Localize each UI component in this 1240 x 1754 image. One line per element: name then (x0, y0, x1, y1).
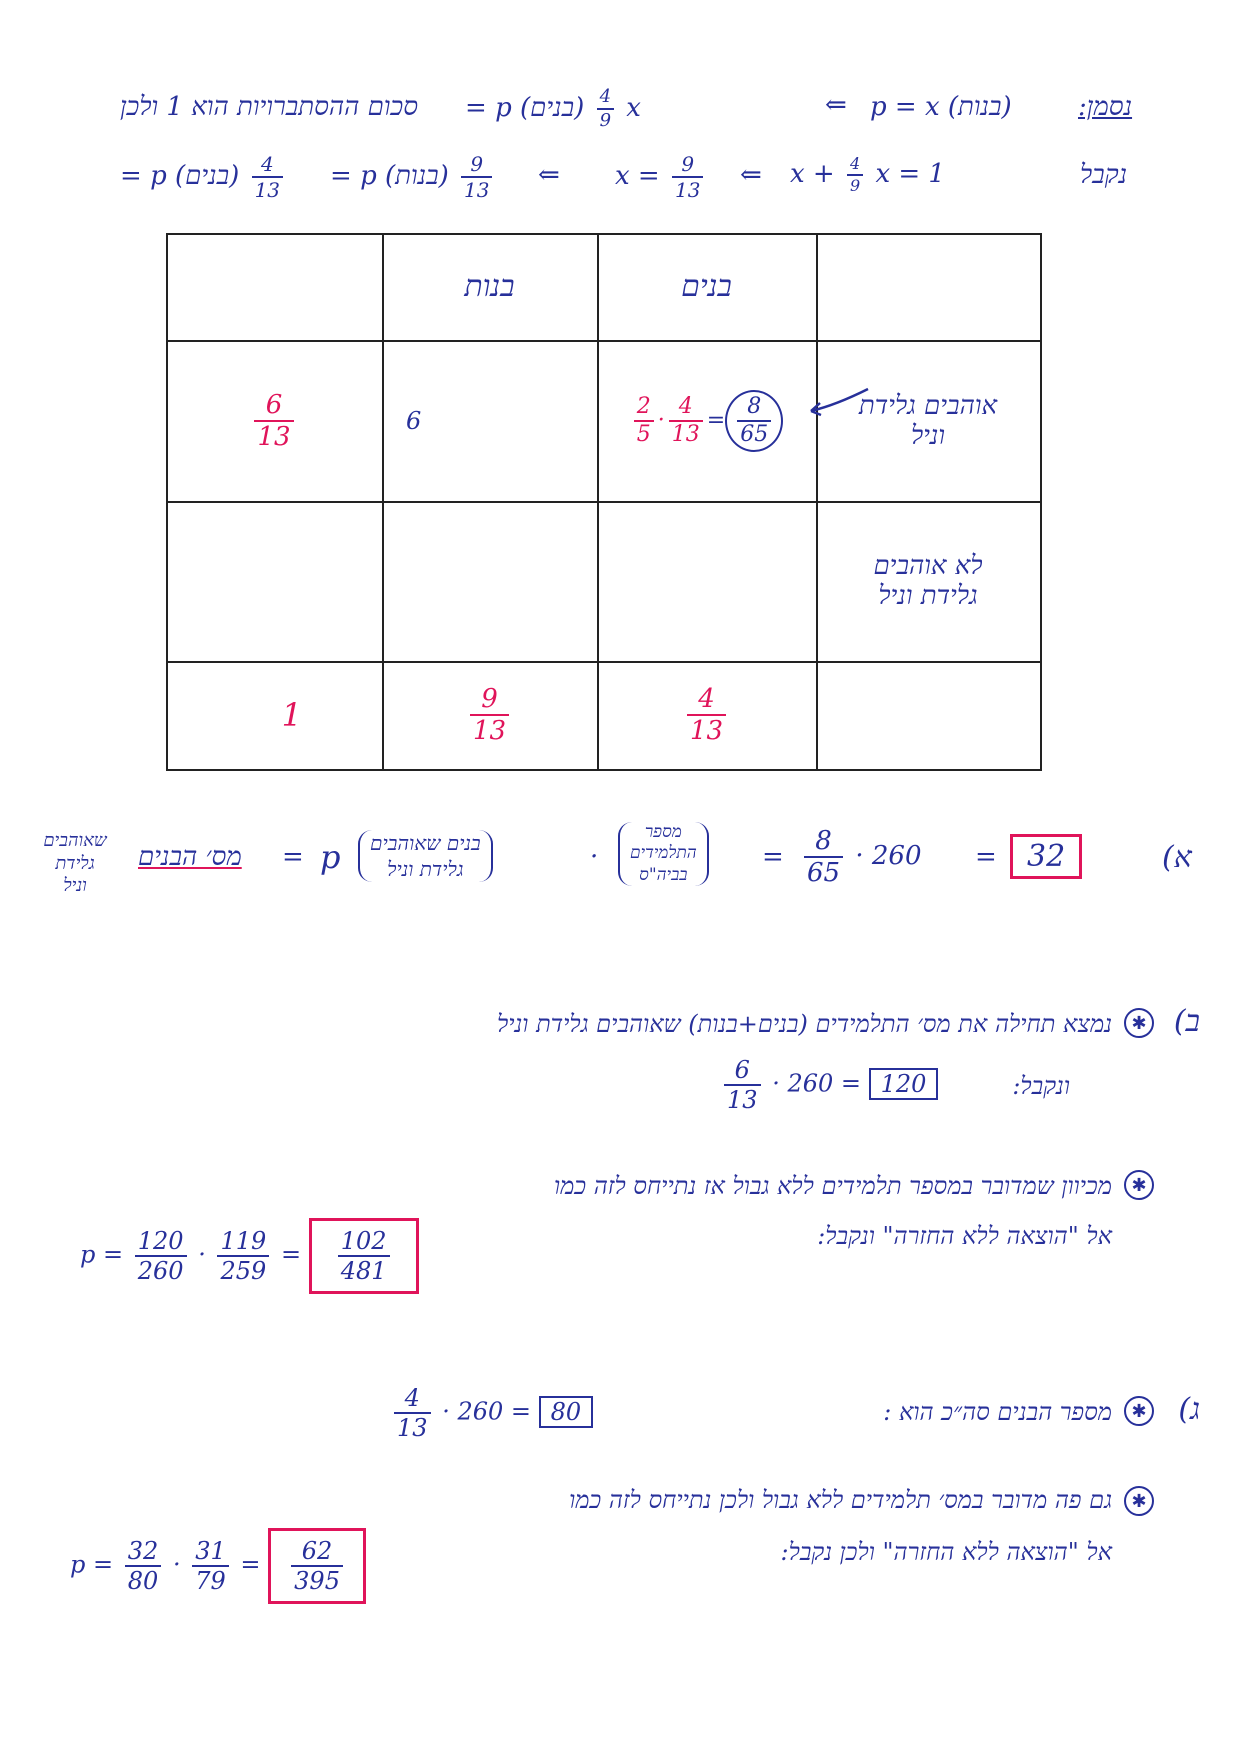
part-a-result-box: 32 (1010, 834, 1082, 879)
row-label-not-like-vanilla: לא אוהבים גלידת וניל (873, 551, 983, 611)
frac-8-65: $\frac{8}{65}$ (737, 396, 771, 446)
part-b-count-box: 120 (869, 1068, 939, 1100)
cell-total-like (166, 340, 382, 501)
frac-4-13-total: $\frac{4}{13}$ (687, 686, 726, 744)
part-a-paren2: מספר התלמידים בביה"ס (618, 822, 709, 886)
frac-4-9-eq: $\frac{4}{9}$ (847, 156, 863, 194)
header-arrow-2: ⇐ (538, 160, 560, 190)
part-b-line3: מכיוון שמדובר במספר תלמידים ללא גבול אז נתייחס לזה כמו (553, 1172, 1112, 1200)
part-a-paren1: בנים שאוהבים גלידת וניל (358, 830, 493, 882)
star-icon: ✱ (1124, 1396, 1154, 1426)
part-c (60, 1370, 1220, 1630)
frac-8-65-a: $\frac{8}{65}$ (804, 828, 843, 886)
frac-9-13-header: $\frac{9}{13}$ (461, 154, 492, 200)
part-b-result-box (309, 1218, 419, 1294)
part-b (60, 1000, 1220, 1340)
cell-girls-like: 6 (406, 406, 422, 435)
header-line-1 (120, 88, 1180, 138)
part-c-calc: $\frac{4}{13}$ · 260 = 80 (390, 1386, 593, 1440)
part-a-eq1: = (282, 842, 304, 872)
header-lead: נקבל (1080, 160, 1128, 190)
frac-9-13-total: $\frac{9}{13}$ (470, 686, 509, 744)
header-frac-4-9: $\frac{4}{9}$ (597, 88, 614, 130)
frac-6-13-b: $\frac{6}{13}$ (724, 1058, 761, 1112)
part-b-line4: אל "הוצאה ללא החזרה" ונקבל: (817, 1222, 1112, 1250)
col-header-girls: בנות (464, 269, 515, 304)
part-a-label: א) (1162, 840, 1192, 875)
equals-sign: = (240, 1550, 261, 1579)
frac-31-79: $\frac{31}{79}$ (192, 1539, 229, 1593)
equals-sign: = (706, 408, 726, 433)
star-icon: ✱ (1124, 1008, 1154, 1038)
header-eq2: x = $\frac{9}{13}$ (615, 154, 707, 200)
header-arrow-3: ⇐ (740, 160, 762, 190)
part-a-eq3: = (975, 842, 997, 872)
col-header-boys: בנים (681, 269, 732, 304)
frac-4-13-header: $\frac{4}{13}$ (252, 154, 283, 200)
frac-9-13-x: $\frac{9}{13}$ (672, 154, 703, 200)
header-eq-mid: (בנים) p = $\frac{4}{9}$ x (465, 86, 641, 131)
result-circle (725, 390, 783, 452)
header-line-2 (120, 150, 1180, 210)
frac-4-13-cell: $\frac{4}{13}$ (669, 396, 703, 446)
frac-120-260: $\frac{120}{260}$ (135, 1229, 187, 1283)
part-c-result-box (268, 1528, 366, 1604)
header-eq-left: (בנות) p = x (870, 92, 1012, 122)
part-b-line1: נמצא תחילה את מס׳ התלמידים (בנים+בנות) שאוהבים גלידת וניל (496, 1010, 1112, 1038)
frac-32-80: $\frac{32}{80}$ (125, 1539, 162, 1593)
grid-line (166, 769, 1042, 771)
star-icon: ✱ (1124, 1486, 1154, 1516)
part-a (20, 820, 1220, 960)
part-c-prob: p = $\frac{32}{80}$ · $\frac{31}{79}$ = $\frac{62}{395}$ (70, 1528, 366, 1604)
header-eq3: (בנות) p = $\frac{9}{13}$ (330, 154, 496, 200)
pointer-arrow-icon (806, 383, 876, 423)
equals-sign: = (280, 1240, 302, 1269)
frac-119-259: $\frac{119}{259}$ (217, 1229, 269, 1283)
header-eq4: (בנים) p = $\frac{4}{13}$ (120, 154, 287, 200)
part-b-calc: $\frac{6}{13}$ · 260 = 120 (720, 1058, 938, 1112)
frac-102-481: $\frac{102}{481}$ (338, 1229, 390, 1283)
part-a-dot: · (590, 842, 599, 872)
frac-4-13-c: $\frac{4}{13}$ (394, 1386, 431, 1440)
cell-girls-total (382, 661, 597, 769)
header-label: נסמן: (1078, 92, 1133, 122)
part-b-line2-lead: ונקבל: (1012, 1072, 1070, 1100)
cell-boys-total (597, 661, 816, 769)
dot-op: · (198, 1240, 206, 1269)
part-a-calc: $\frac{8}{65}$ · 260 (800, 828, 922, 886)
header-sentence: סכום ההסתברויות הוא 1 ולכן (120, 92, 419, 122)
probability-table (166, 233, 1042, 771)
part-c-label: ג) (1178, 1392, 1200, 1427)
star-icon: ✱ (1124, 1170, 1154, 1200)
part-c-line3: אל "הוצאה ללא החזרה" ולכן נקבל: (780, 1538, 1112, 1566)
part-b-prob: p = $\frac{120}{260}$ · $\frac{119}{259}$ = $\frac{102}{481}$ (80, 1218, 419, 1294)
frac-62-395: $\frac{62}{395}$ (291, 1539, 343, 1593)
frac-2-5: $\frac{2}{5}$ (634, 396, 654, 446)
cell-grand-total: 1 (281, 696, 302, 734)
dot-op: · (657, 408, 665, 433)
part-c-line2: גם פה מדובר במס׳ תלמידים ללא גבול ולכן נתייחס לזה כמו (569, 1486, 1112, 1514)
part-c-line1: מספר הבנים סה״כ הוא : (883, 1398, 1112, 1426)
header-eq1: x + $\frac{4}{9}$ x = 1 (790, 154, 945, 195)
dot-op: · (172, 1550, 181, 1579)
part-c-count-box: 80 (539, 1396, 594, 1428)
part-a-side-note: שאוהבים גלידת וניל (43, 830, 107, 896)
cell-boys-like (597, 340, 816, 501)
part-a-eq2: = (762, 842, 784, 872)
frac-6-13: $\frac{6}{13}$ (254, 392, 293, 450)
header-arrow-1: ⇐ (825, 90, 847, 120)
part-a-p: p (320, 838, 341, 876)
part-a-count-label: מס׳ הבנים (138, 842, 242, 872)
part-b-label: ב) (1173, 1004, 1200, 1039)
row-label-like-vanilla: אוהבים גלידת וניל (858, 390, 998, 451)
